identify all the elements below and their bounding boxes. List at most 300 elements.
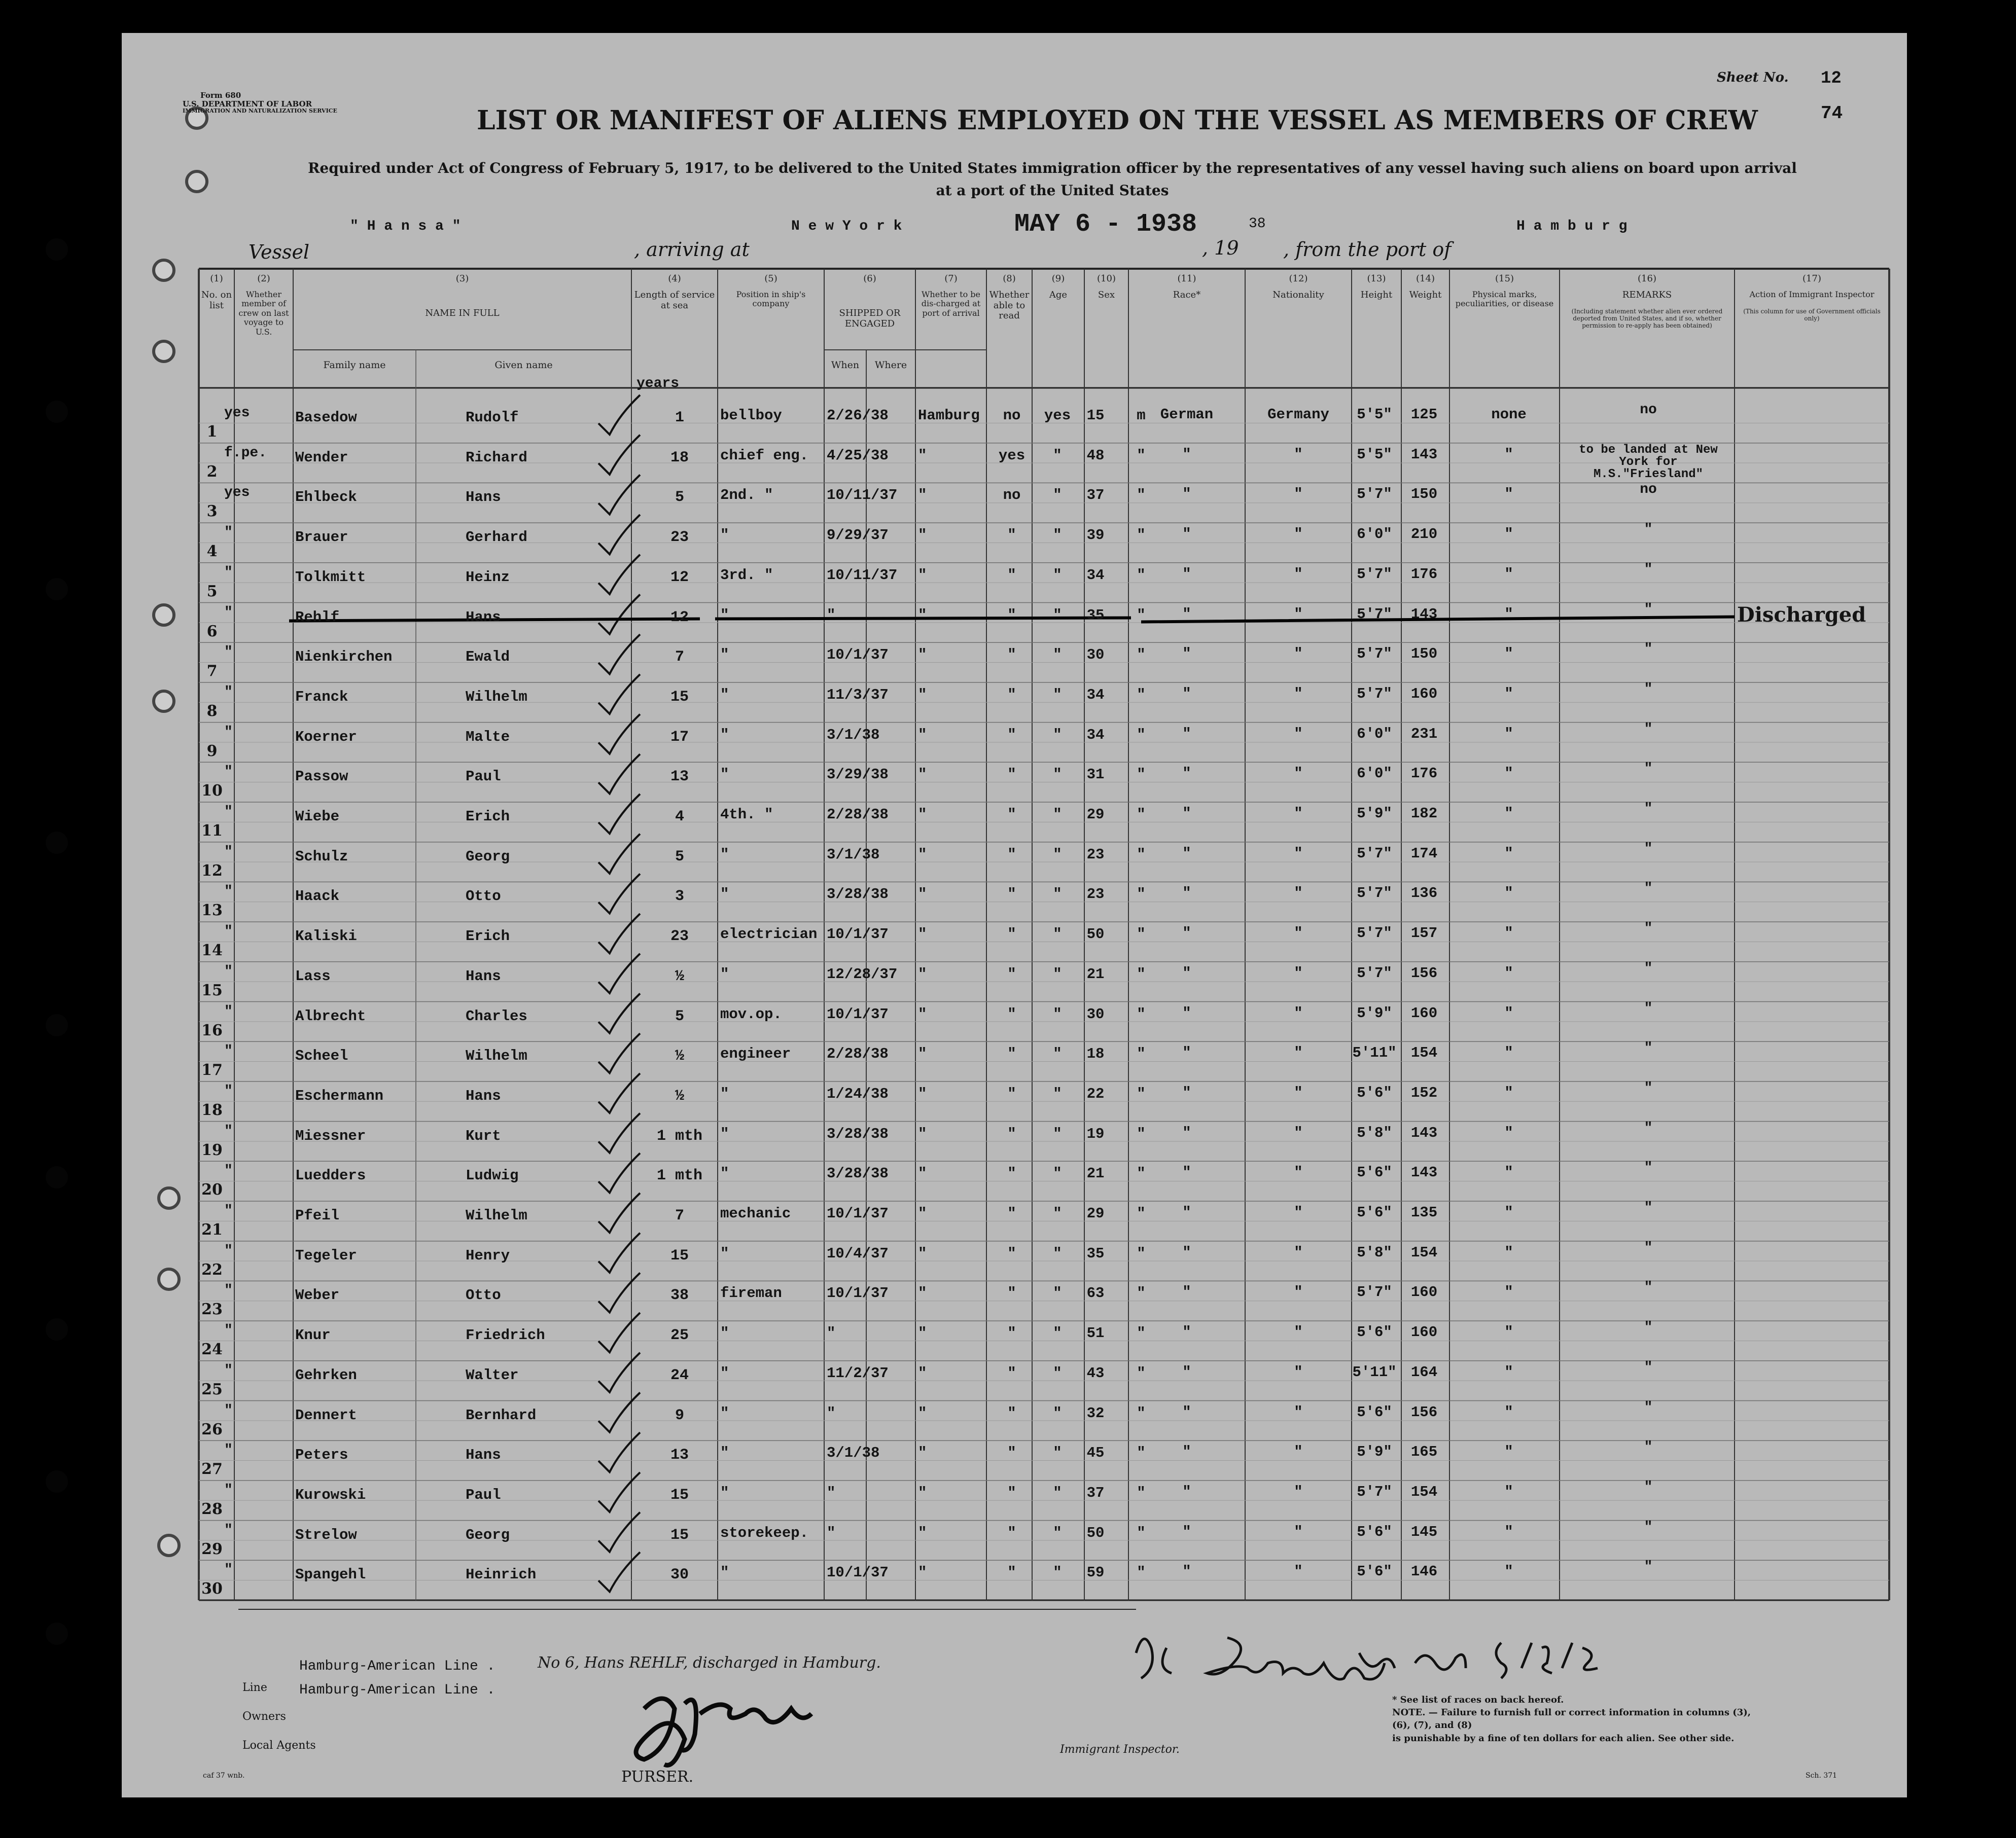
column-number: (10) <box>1097 273 1116 284</box>
family-name: Strelow <box>295 1526 357 1543</box>
length-of-service: 5 <box>675 848 685 866</box>
height: 5'7" <box>1357 1483 1392 1500</box>
row-number: 26 <box>201 1420 223 1438</box>
prev-voyage: f.pe. <box>224 445 267 461</box>
shipped-when: 10/11/37 <box>827 566 898 584</box>
nationality: " <box>1294 765 1303 782</box>
sex: " <box>1137 1085 1146 1102</box>
arriving-label: , arriving at <box>634 238 750 261</box>
nationality: " <box>1294 1483 1303 1500</box>
remarks: to be landed at New York for M.S."Friesland" <box>1579 443 1718 481</box>
sex: m <box>1137 407 1146 424</box>
weight: 156 <box>1410 1403 1438 1421</box>
family-name: Peters <box>295 1447 348 1464</box>
remarks: " <box>1644 761 1653 777</box>
remarks: " <box>1644 1519 1653 1535</box>
height: 5'7" <box>1357 685 1392 702</box>
position: " <box>720 766 729 783</box>
height: 5'9" <box>1357 805 1392 822</box>
length-of-service: 17 <box>670 728 689 746</box>
family-name: Tegeler <box>295 1247 357 1264</box>
nationality: " <box>1294 1164 1303 1181</box>
weight: 157 <box>1410 925 1438 942</box>
length-of-service: 15 <box>670 1526 689 1544</box>
discharged: " <box>1007 1564 1016 1581</box>
shipped-when: 3/1/38 <box>827 1445 880 1462</box>
remarks: " <box>1644 601 1653 618</box>
discharged: no <box>1003 487 1021 504</box>
height: 5'9" <box>1357 1444 1392 1461</box>
prev-voyage: " <box>224 1362 233 1379</box>
prev-voyage: " <box>224 963 233 980</box>
family-name: Haack <box>295 888 340 905</box>
physical-marks: " <box>1504 1204 1513 1221</box>
row-number: 16 <box>201 1021 223 1039</box>
family-name: Eschermann <box>295 1087 384 1104</box>
position: engineer <box>720 1046 791 1063</box>
shipped-where: " <box>918 1165 927 1182</box>
purser-signature <box>636 1699 811 1765</box>
column-header-note: (This column for use of Government officials only) <box>1743 308 1881 322</box>
physical-marks: " <box>1504 1004 1513 1022</box>
physical-marks: none <box>1491 406 1527 423</box>
shipped-where: " <box>918 566 927 584</box>
given-name: Hans <box>466 608 501 626</box>
shipped-where: " <box>918 1046 927 1063</box>
physical-marks: " <box>1504 605 1513 623</box>
sex: " <box>1137 487 1146 504</box>
nationality: " <box>1294 1084 1303 1101</box>
able-to-read: " <box>1053 686 1062 703</box>
nationality: " <box>1294 725 1303 742</box>
age: 48 <box>1086 447 1105 464</box>
shipped-where: " <box>918 527 927 544</box>
weight: 152 <box>1410 1084 1438 1101</box>
remarks: " <box>1644 522 1653 538</box>
height: 5'7" <box>1357 964 1392 982</box>
local-agents-label: Local Agents <box>242 1739 316 1752</box>
physical-marks: " <box>1504 1284 1513 1301</box>
shipped-when: 10/1/37 <box>827 1205 889 1222</box>
shipped-where: " <box>918 1325 927 1342</box>
prev-voyage: " <box>224 724 233 740</box>
remarks: " <box>1644 921 1653 937</box>
length-of-service: 5 <box>675 489 685 507</box>
position: " <box>720 846 729 863</box>
discharged: " <box>1007 726 1016 743</box>
shipped-when: 1/24/38 <box>827 1085 889 1102</box>
age: 31 <box>1086 766 1105 783</box>
position: " <box>720 1484 729 1501</box>
height: 5'6" <box>1357 1324 1392 1341</box>
column-number: (12) <box>1289 273 1308 284</box>
family-name: Luedders <box>295 1167 366 1184</box>
sex: " <box>1137 886 1146 903</box>
shipped-where: " <box>918 766 927 783</box>
shipped-where: " <box>918 1285 927 1302</box>
able-to-read: " <box>1053 846 1062 863</box>
line-text-2: Hamburg-American Line . <box>299 1682 496 1698</box>
column-header: Whether to be dis-charged at port of arrival <box>921 290 981 318</box>
owners-label: Owners <box>242 1710 286 1723</box>
prev-voyage: " <box>224 525 233 541</box>
given-name: Gerhard <box>466 529 527 546</box>
nationality: " <box>1294 526 1303 543</box>
prev-voyage: " <box>224 1043 233 1060</box>
age: 18 <box>1086 1046 1105 1063</box>
height: 5'7" <box>1357 645 1392 663</box>
row-number: 10 <box>201 782 223 800</box>
physical-marks: " <box>1504 1324 1513 1341</box>
remarks: " <box>1644 1200 1653 1216</box>
given-name: Wilhelm <box>466 688 527 705</box>
column-number: (13) <box>1367 273 1386 284</box>
row-number: 9 <box>206 742 218 760</box>
family-name: Schulz <box>295 848 348 865</box>
remarks: " <box>1644 960 1653 977</box>
race: " <box>1182 1044 1191 1062</box>
sex: " <box>1137 1165 1146 1182</box>
weight: 143 <box>1410 446 1438 463</box>
physical-marks: " <box>1504 1084 1513 1101</box>
length-of-service: 12 <box>670 568 689 586</box>
prev-voyage: " <box>224 644 233 661</box>
sex: " <box>1137 846 1146 863</box>
remarks: " <box>1644 1559 1653 1575</box>
discharged: " <box>1007 527 1016 544</box>
physical-marks: " <box>1504 805 1513 822</box>
length-of-service: 23 <box>670 529 689 547</box>
height: 5'7" <box>1357 605 1392 623</box>
sheet-stamp-number: 74 <box>1821 103 1843 124</box>
given-name: Malte <box>466 728 510 745</box>
length-of-service: 13 <box>670 768 689 786</box>
shipped-when: 3/1/38 <box>827 726 880 743</box>
row-number: 5 <box>206 582 218 600</box>
position: " <box>720 1564 729 1581</box>
given-name: Paul <box>466 768 501 785</box>
physical-marks: " <box>1504 645 1513 663</box>
row-number: 21 <box>201 1221 223 1239</box>
row-number: 28 <box>201 1500 223 1518</box>
able-to-read: " <box>1053 527 1062 544</box>
shipped-where: " <box>918 447 927 464</box>
race: " <box>1182 805 1191 822</box>
length-of-service: 13 <box>670 1447 689 1464</box>
position: 2nd. " <box>720 487 773 504</box>
height: 5'6" <box>1357 1164 1392 1181</box>
length-of-service: 18 <box>670 449 689 466</box>
sex: " <box>1137 926 1146 943</box>
weight: 125 <box>1410 406 1438 423</box>
prev-voyage: " <box>224 1243 233 1259</box>
discharged: " <box>1007 926 1016 943</box>
age: 39 <box>1086 527 1105 544</box>
able-to-read: " <box>1053 1445 1062 1462</box>
length-of-service: ½ <box>675 967 685 985</box>
physical-marks: " <box>1504 1403 1513 1421</box>
subtitle-line-1: Required under Act of Congress of February 5, 1917, to be delivered to the United States immigration officer by the representatives of any vessel having such aliens on board upon arrival <box>308 160 1797 176</box>
prev-voyage: " <box>224 1482 233 1498</box>
able-to-read: " <box>1053 1085 1062 1102</box>
given-name: Hans <box>466 489 501 506</box>
height: 5'11" <box>1352 1044 1397 1062</box>
able-to-read: " <box>1053 806 1062 823</box>
shipped-where: " <box>918 726 927 743</box>
given-name: Bernhard <box>466 1407 537 1424</box>
discharged: no <box>1003 407 1021 424</box>
shipped-where: " <box>918 1404 927 1422</box>
column-number: (4) <box>668 273 681 284</box>
shipped-when: 3/28/38 <box>827 1125 889 1142</box>
column-subheader: When <box>831 359 860 371</box>
column-number: (14) <box>1416 273 1435 284</box>
physical-marks: " <box>1504 725 1513 742</box>
shipped-where: " <box>918 1484 927 1501</box>
nationality: " <box>1294 1563 1303 1580</box>
column-header: Height <box>1360 290 1393 300</box>
prev-voyage: " <box>224 1283 233 1299</box>
height: 6'0" <box>1357 526 1392 543</box>
weight: 145 <box>1410 1523 1438 1540</box>
nationality: " <box>1294 964 1303 982</box>
race: " <box>1182 725 1191 742</box>
nationality: " <box>1294 1204 1303 1221</box>
race: " <box>1182 1084 1191 1101</box>
sex: " <box>1137 447 1146 464</box>
shipped-where: " <box>918 886 927 903</box>
row-number: 8 <box>206 702 218 720</box>
shipped-when: 4/25/38 <box>827 447 889 464</box>
shipped-when: " <box>827 1524 836 1541</box>
race: " <box>1182 645 1191 663</box>
shipped-when: 2/28/38 <box>827 1046 889 1063</box>
discharged: " <box>1007 766 1016 783</box>
vessel-name: " H a n s a " <box>350 219 461 234</box>
physical-marks: " <box>1504 685 1513 702</box>
row-number: 15 <box>201 981 223 999</box>
race: " <box>1182 486 1191 503</box>
family-name: Ehlbeck <box>295 489 357 506</box>
column-header: REMARKS <box>1622 290 1672 300</box>
given-name: Paul <box>466 1486 501 1503</box>
shipped-when: 10/1/37 <box>827 926 889 943</box>
shipped-where: " <box>918 1364 927 1382</box>
length-of-service: ½ <box>675 1087 685 1105</box>
shipped-when: " <box>827 1404 836 1422</box>
position: storekeep. <box>720 1524 809 1541</box>
physical-marks: " <box>1504 885 1513 902</box>
discharged: " <box>1007 566 1016 584</box>
row-number: 18 <box>201 1101 223 1119</box>
from-port-label: , from the port of <box>1283 238 1452 261</box>
given-name: Rudolf <box>466 409 519 426</box>
subtitle-line-2: at a port of the United States <box>936 182 1169 199</box>
given-name: Walter <box>466 1366 519 1384</box>
physical-marks: " <box>1504 486 1513 503</box>
row-number: 11 <box>201 822 223 840</box>
nationality: Germany <box>1267 406 1329 423</box>
family-name: Miessner <box>295 1127 366 1144</box>
sex: " <box>1137 646 1146 664</box>
sex: " <box>1137 1005 1146 1023</box>
remarks: " <box>1644 1439 1653 1456</box>
age: 50 <box>1086 1524 1105 1541</box>
sex: " <box>1137 566 1146 584</box>
race: " <box>1182 1164 1191 1181</box>
prev-voyage: " <box>224 1402 233 1419</box>
height: 5'9" <box>1357 1004 1392 1022</box>
sex: " <box>1137 726 1146 743</box>
weight: 160 <box>1410 1324 1438 1341</box>
discharged: " <box>1007 1524 1016 1541</box>
column-header-note: (Including statement whether alien ever ordered deported from United States, and if so, whether permission to re-apply has been obtained) <box>1571 308 1723 329</box>
length-of-service: 7 <box>675 648 685 666</box>
shipped-when: 12/28/37 <box>827 965 898 983</box>
prev-voyage: " <box>224 844 233 860</box>
age: 23 <box>1086 886 1105 903</box>
sex: " <box>1137 1524 1146 1541</box>
family-name: Dennert <box>295 1407 357 1424</box>
race: " <box>1182 1124 1191 1141</box>
physical-marks: " <box>1504 845 1513 862</box>
race: " <box>1182 1004 1191 1022</box>
remarks: " <box>1644 561 1653 578</box>
given-name: Hans <box>466 1447 501 1464</box>
physical-marks: " <box>1504 765 1513 782</box>
race: " <box>1182 1563 1191 1580</box>
prev-voyage: yes <box>224 485 250 501</box>
prev-voyage: " <box>224 1443 233 1459</box>
length-of-service: 15 <box>670 688 689 706</box>
shipped-when: " <box>827 1325 836 1342</box>
family-name: Tolkmitt <box>295 568 366 586</box>
race: " <box>1182 1204 1191 1221</box>
remarks: " <box>1644 1000 1653 1017</box>
able-to-read: " <box>1053 447 1062 464</box>
service-name: IMMIGRATION AND NATURALIZATION SERVICE <box>183 107 337 114</box>
sheet-label: Sheet No. <box>1717 70 1789 85</box>
discharged: " <box>1007 965 1016 983</box>
column-number: (17) <box>1802 273 1821 284</box>
able-to-read: " <box>1053 1484 1062 1501</box>
column-header: Sex <box>1098 290 1115 300</box>
column-header: Position in ship's company <box>736 290 806 309</box>
race: " <box>1182 1444 1191 1461</box>
discharged: " <box>1007 1285 1016 1302</box>
discharged: " <box>1007 1245 1016 1262</box>
row-number: 30 <box>201 1580 223 1598</box>
race: " <box>1182 1363 1191 1381</box>
race: " <box>1182 1483 1191 1500</box>
remarks: " <box>1644 1320 1653 1336</box>
sex: " <box>1137 1364 1146 1382</box>
shipped-where: " <box>918 1205 927 1222</box>
remarks: " <box>1644 641 1653 658</box>
given-name: Wilhelm <box>466 1048 527 1065</box>
line-text-1: Hamburg-American Line . <box>299 1659 496 1674</box>
prev-voyage: " <box>224 1003 233 1020</box>
column-number: (3) <box>455 273 469 284</box>
shipped-when: 11/3/37 <box>827 686 889 703</box>
remarks: " <box>1644 1280 1653 1296</box>
age: 50 <box>1086 926 1105 943</box>
age: 32 <box>1086 1404 1105 1422</box>
discharged: " <box>1007 1205 1016 1222</box>
form-code: caf 37 wnb. <box>203 1772 245 1780</box>
discharged: yes <box>998 447 1025 464</box>
height: 5'6" <box>1357 1523 1392 1540</box>
sex: " <box>1137 686 1146 703</box>
sex: " <box>1137 1205 1146 1222</box>
discharged: " <box>1007 1325 1016 1342</box>
family-name: Spangehl <box>295 1566 366 1583</box>
prev-voyage: " <box>224 1163 233 1179</box>
nationality: " <box>1294 845 1303 862</box>
shipped-when: 10/1/37 <box>827 1564 889 1581</box>
position: electrician <box>720 926 818 943</box>
remarks: " <box>1644 881 1653 897</box>
shipped-where: " <box>918 926 927 943</box>
form-number: Form 680 <box>200 91 241 100</box>
discharged: " <box>1007 1445 1016 1462</box>
column-header: Weight <box>1409 290 1442 300</box>
given-name: Otto <box>466 888 501 905</box>
position: " <box>720 606 729 624</box>
prev-voyage: yes <box>224 405 250 421</box>
shipped-where: " <box>918 1085 927 1102</box>
able-to-read: " <box>1053 965 1062 983</box>
shipped-where: Hamburg <box>918 407 980 424</box>
age: 45 <box>1086 1445 1105 1462</box>
inspector-label: Immigrant Inspector. <box>1060 1743 1180 1756</box>
prev-voyage: " <box>224 684 233 700</box>
race: " <box>1182 765 1191 782</box>
row-number: 24 <box>201 1341 223 1359</box>
column-number: (11) <box>1177 273 1196 284</box>
shipped-where: " <box>918 1125 927 1142</box>
weight: 143 <box>1410 1164 1438 1181</box>
nationality: " <box>1294 1044 1303 1062</box>
sex: " <box>1137 1046 1146 1063</box>
length-of-service: 9 <box>675 1407 685 1424</box>
remarks: " <box>1644 1080 1653 1096</box>
position: " <box>720 1364 729 1382</box>
row-number: 23 <box>201 1301 223 1319</box>
height: 5'7" <box>1357 925 1392 942</box>
height: 6'0" <box>1357 725 1392 742</box>
weight: 154 <box>1410 1244 1438 1261</box>
column-number: (6) <box>863 273 876 284</box>
physical-marks: " <box>1504 1044 1513 1062</box>
race: German <box>1160 406 1214 423</box>
prev-voyage: " <box>224 884 233 900</box>
discharged: " <box>1007 686 1016 703</box>
given-name: Kurt <box>466 1127 501 1144</box>
column-header: SHIPPED OR ENGAGED <box>839 308 901 329</box>
shipped-where: " <box>918 606 927 624</box>
nationality: " <box>1294 486 1303 503</box>
column-header: Physical marks, peculiarities, or disease <box>1455 290 1554 309</box>
physical-marks: " <box>1504 1244 1513 1261</box>
race: " <box>1182 1244 1191 1261</box>
weight: 156 <box>1410 964 1438 982</box>
shipped-where: " <box>918 1245 927 1262</box>
weight: 176 <box>1410 765 1438 782</box>
length-of-service: 5 <box>675 1007 685 1025</box>
given-name: Hans <box>466 967 501 985</box>
row-number: 20 <box>201 1181 223 1199</box>
